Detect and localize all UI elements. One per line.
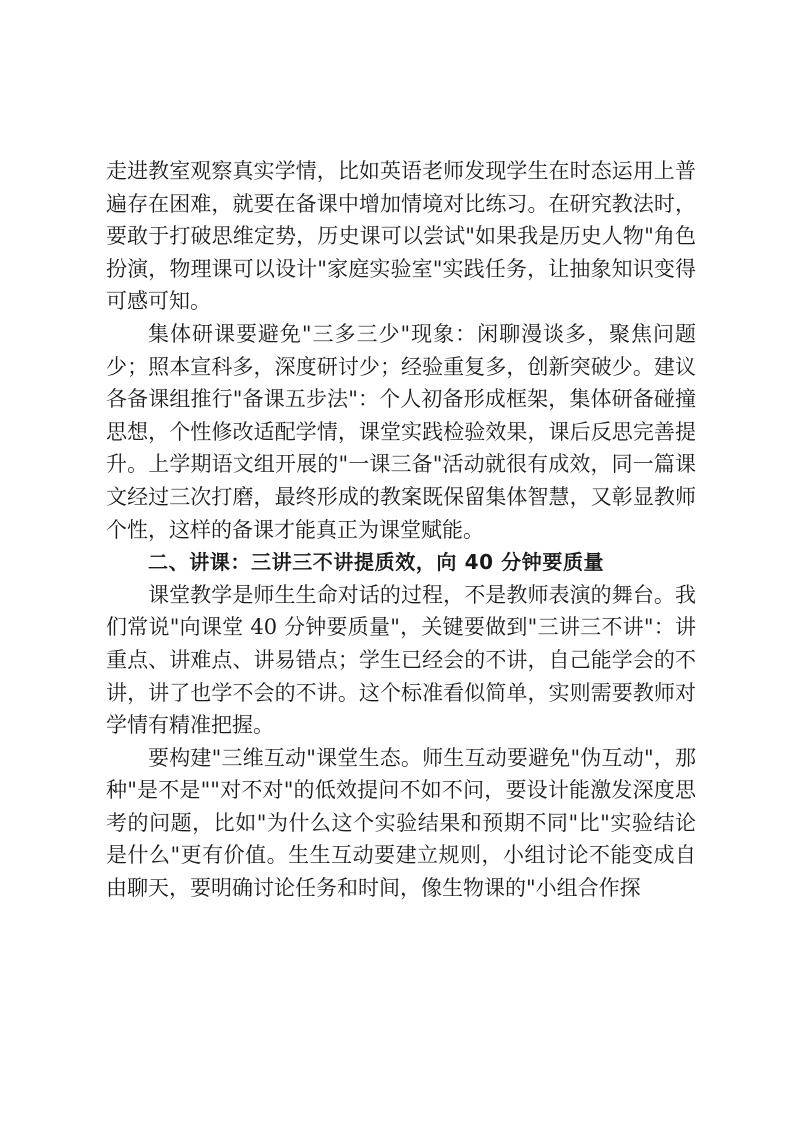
paragraph-three-dimensional-interaction: 要构建"三维互动"课堂生态。师生互动要避免"伪互动"，那种"是不是""对不对"的低效提问不如不问，要设计能激发深度思考的问题，比如"为什么这个实验结果和预期不同"比"实验结论是什么"更有价值。生生互动要建立规则，小组讨论不能变成自由聊天，要明确讨论任务和时间，像生物课的"小组合作探 [106,745,696,901]
paragraph-three-teach-three-not-teach: 课堂教学是师生生命对话的过程，不是教师表演的舞台。我们常说"向课堂 40 分钟要质量"，关键要做到"三讲三不讲"：讲重点、讲难点、讲易错点；学生已经会的不讲，自己能学会的不讲，讲了也学不会的不讲。这个标准看似简单，实则需要教师对学情有精准把握。 [106,582,696,738]
paragraph-collective-lesson-study: 集体研课要避免"三多三少"现象：闲聊漫谈多，聚焦问题少；照本宣科多，深度研讨少；经验重复多，创新突破少。建议各备课组推行"备课五步法"：个人初备形成框架，集体研备碰撞思想，个性修改适配学情，课堂实践检验效果，课后反思完善提升。上学期语文组开展的"一课三备"活动就很有成效，同一篇课文经过三次打磨，最终形成的教案既保留集体智慧，又彰显教师个性，这样的备课才能真正为课堂赋能。 [106,321,696,542]
document-body [106,155,696,905]
paragraph-continuation: 走进教室观察真实学情，比如英语老师发现学生在时态运用上普遍存在困难，就要在备课中增加情境对比练习。在研究教法时，要敢于打破思维定势，历史课可以尝试"如果我是历史人物"角色扮演，物理课可以设计"家庭实验室"实践任务，让抽象知识变得可感可知。 [106,159,696,314]
section-heading-lecturing: 二、讲课：三讲三不讲提质效，向 40 分钟要质量 [148,550,605,575]
